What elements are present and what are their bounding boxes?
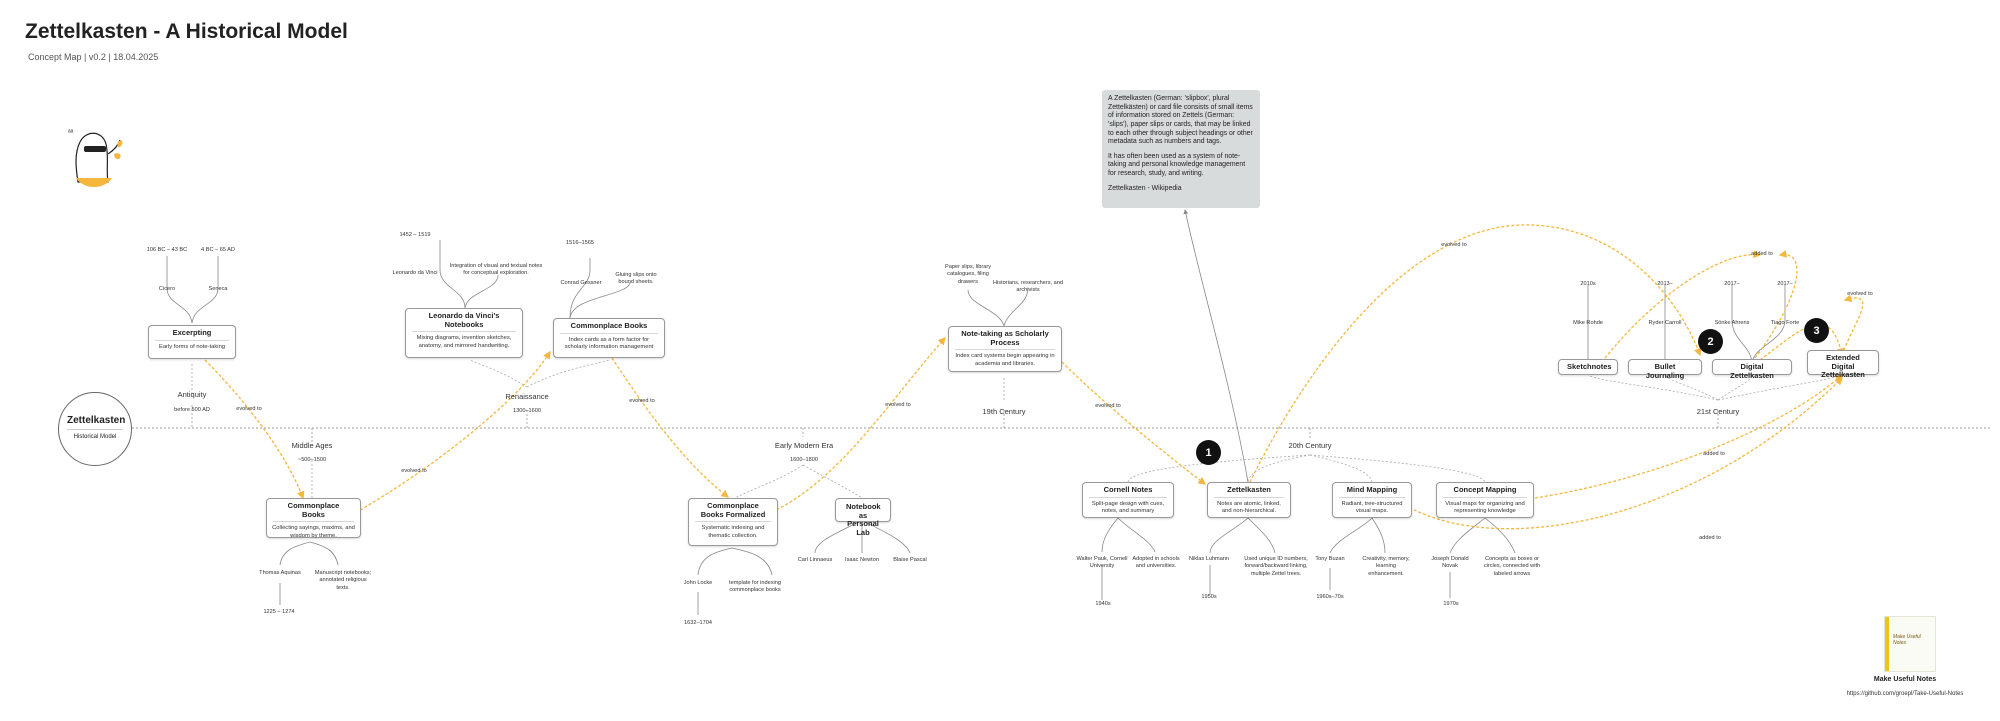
node-mindmap-desc: Radiant, tree-structured visual maps. bbox=[1341, 500, 1403, 515]
node-commonplace-renaissance[interactable] bbox=[553, 318, 665, 358]
link-label-evolved-3: evolved to bbox=[629, 398, 655, 404]
node-davinci[interactable] bbox=[405, 308, 523, 358]
book-cover-image[interactable] bbox=[1884, 616, 1936, 672]
label-pascal: Blaise Pascal bbox=[893, 557, 927, 563]
label-buzan: Tony Buzan bbox=[1315, 556, 1345, 562]
label-forte: Tiago Forte bbox=[1770, 320, 1800, 326]
node-commonplace-renaissance-title: Commonplace Books bbox=[560, 319, 658, 334]
badge-1: 1 bbox=[1196, 440, 1221, 465]
label-adopted: Adopted in schools and universities. bbox=[1132, 556, 1180, 570]
book-url-link[interactable]: https://github.com/groepl/Take-Useful-Notes bbox=[1846, 691, 1964, 697]
node-digital-zettelkasten[interactable] bbox=[1712, 359, 1792, 380]
label-pauk: Walter Pauk, Cornell University bbox=[1076, 556, 1128, 570]
label-locke-date: 1632–1704 bbox=[684, 620, 712, 626]
node-extended-digital-zettelkasten-title: Extended Digital Zettelkasten bbox=[1821, 353, 1865, 380]
era-ticks bbox=[192, 405, 1718, 442]
label-2017a: 2017– bbox=[1724, 281, 1740, 287]
quote-source: Zettelkasten - Wikipedia bbox=[1108, 184, 1182, 192]
link-label-added-2: added to bbox=[1703, 451, 1725, 457]
node-cornell-title: Cornell Notes bbox=[1089, 483, 1167, 498]
node-bullet-journaling[interactable] bbox=[1628, 359, 1702, 380]
badge-2: 2 bbox=[1698, 329, 1723, 354]
node-notetaking-desc: Index card systems begin appearing in academia and libraries. bbox=[955, 353, 1055, 367]
node-digital-zettelkasten-title: Digital Zettelkasten bbox=[1730, 362, 1774, 380]
label-locke-template: template for indexing commonplace books bbox=[729, 580, 781, 594]
link-label-evolved-7: evolved to bbox=[1847, 291, 1873, 297]
label-novak-date: 1970s bbox=[1443, 601, 1459, 607]
label-linnaeus: Carl Linnaeus bbox=[797, 557, 833, 563]
label-luhmann: Niklas Luhmann bbox=[1188, 556, 1230, 562]
label-luhmann-date: 1950s bbox=[1201, 594, 1217, 600]
node-notetaking-title: Note-taking as Scholarly Process bbox=[955, 327, 1055, 350]
node-conceptmap-title: Concept Mapping bbox=[1443, 483, 1527, 498]
quote-paragraph-2: It has often been used as a system of note-taking and personal knowledge management for research, study, and writing. bbox=[1108, 152, 1246, 177]
era-middle-ages: Middle Ages bbox=[291, 441, 333, 450]
node-zettelkasten[interactable] bbox=[1207, 482, 1291, 518]
label-2017b: 2017– bbox=[1777, 281, 1793, 287]
link-label-evolved-4: evolved to bbox=[885, 402, 911, 408]
node-sketchnotes-title: Sketchnotes bbox=[1567, 362, 1612, 371]
node-notebook-lab-title: Notebook as Personal Lab bbox=[846, 502, 881, 537]
node-commonplace-middle-ages[interactable] bbox=[266, 498, 361, 538]
era-renaissance: Renaissance bbox=[505, 392, 549, 401]
label-historians: Historians, researchers, and archivists bbox=[993, 280, 1063, 294]
label-novak: Joseph Donald Novak bbox=[1431, 556, 1469, 570]
node-zettelkasten-title: Zettelkasten bbox=[1214, 483, 1284, 498]
label-newton: Isaac Newton bbox=[845, 557, 879, 563]
node-davinci-title: Leonardo da Vinci's Notebooks bbox=[412, 309, 516, 332]
ghost-mascot-icon bbox=[64, 124, 126, 188]
root-title: Zettelkasten bbox=[67, 415, 123, 430]
node-excerpting[interactable] bbox=[148, 325, 236, 359]
node-conceptmap[interactable] bbox=[1436, 482, 1534, 518]
root-node[interactable] bbox=[58, 392, 132, 466]
node-extended-digital-zettelkasten[interactable] bbox=[1807, 350, 1879, 380]
label-creativity: Creativity, memory, learning enhancement. bbox=[1362, 556, 1410, 577]
era-19th-century: 19th Century bbox=[982, 407, 1026, 416]
label-rohde: Mike Rohde bbox=[1573, 320, 1603, 326]
label-paper-slips: Paper slips, library catalogues, filing drawers bbox=[944, 264, 991, 285]
era-early-modern-date: 1600–1800 bbox=[790, 457, 818, 463]
label-buzan-date: 1960s–70s bbox=[1316, 594, 1344, 600]
label-gessner-date: 1516–1565 bbox=[566, 240, 594, 246]
node-commonplace-formalized-desc: Systematic indexing and thematic collection. bbox=[701, 525, 765, 539]
link-label-evolved-6: evolved to bbox=[1441, 242, 1467, 248]
page-subtitle: Concept Map | v0.2 | 18.04.2025 bbox=[28, 52, 159, 62]
era-antiquity-date: before 500 AD bbox=[174, 407, 210, 413]
era-21st-century: 21st Century bbox=[1696, 407, 1740, 416]
label-cicero-date: 106 BC – 43 BC bbox=[146, 247, 188, 253]
label-cornell-date: 1940s bbox=[1095, 601, 1111, 607]
link-label-evolved-5: evolved to bbox=[1095, 403, 1121, 409]
label-davinci-date: 1452 – 1519 bbox=[399, 232, 431, 238]
node-notetaking[interactable] bbox=[948, 326, 1062, 372]
node-davinci-desc: Mixing diagrams, invention sketches, anatomy, and mirrored handwriting. bbox=[416, 335, 512, 349]
node-conceptmap-desc: Visual maps for organizing and representing knowledge bbox=[1445, 500, 1525, 515]
svg-text:ᵃᵃ: ᵃᵃ bbox=[68, 129, 74, 136]
label-2013: 2013– bbox=[1657, 281, 1673, 287]
book-cover-title: Make Useful Notes bbox=[1893, 634, 1921, 646]
badge-3: 3 bbox=[1804, 318, 1829, 343]
label-cicero: Cicero bbox=[158, 286, 176, 292]
node-cornell-desc: Split-page design with cues, notes, and summary bbox=[1091, 500, 1165, 515]
node-commonplace-middle-ages-title: Commonplace Books bbox=[273, 499, 354, 522]
label-2010s: 2010s bbox=[1580, 281, 1596, 287]
era-20th-century: 20th Century bbox=[1288, 441, 1332, 450]
label-locke: John Locke bbox=[683, 580, 713, 586]
wikipedia-quote-box bbox=[1102, 90, 1260, 208]
page-title: Zettelkasten - A Historical Model bbox=[25, 20, 348, 43]
node-commonplace-formalized-title: Commonplace Books Formalized bbox=[695, 499, 771, 522]
node-mindmap[interactable] bbox=[1332, 482, 1412, 518]
book-title: Make Useful Notes bbox=[1873, 676, 1937, 683]
label-gessner: Conrad Gessner bbox=[560, 280, 602, 286]
label-manuscript: Manuscript notebooks; annotated religious texts. bbox=[314, 570, 372, 591]
link-label-evolved-1: evolved to bbox=[236, 406, 262, 412]
label-unique-id: Used unique ID numbers, forward/backward linking, multiple Zettel trees. bbox=[1244, 556, 1308, 577]
label-gluing: Gluing slips onto bound sheets. bbox=[615, 272, 657, 286]
node-excerpting-desc: Early forms of note-taking bbox=[158, 343, 226, 350]
node-commonplace-renaissance-desc: Index cards as a form factor for scholarly information management bbox=[564, 336, 654, 351]
book-spine bbox=[1885, 617, 1889, 671]
node-sketchnotes[interactable] bbox=[1558, 359, 1618, 375]
link-label-added-1: added to bbox=[1751, 251, 1773, 257]
node-zettelkasten-desc: Notes are atomic, linked, and non-hierarchical. bbox=[1217, 500, 1281, 515]
label-davinci-integration: Integration of visual and textual notes for conceptual exploration. bbox=[449, 263, 543, 277]
node-excerpting-title: Excerpting bbox=[155, 326, 229, 341]
era-renaissance-date: 1300–1600 bbox=[513, 408, 541, 414]
node-notebook-lab[interactable] bbox=[835, 498, 891, 537]
label-seneca: Seneca bbox=[208, 286, 228, 292]
label-ahrens: Sönke Ahrens bbox=[1714, 320, 1750, 326]
era-antiquity: Antiquity bbox=[177, 390, 207, 399]
label-davinci-name: Leonardo da Vinci bbox=[392, 270, 438, 276]
label-carroll: Ryder Carroll bbox=[1648, 320, 1682, 326]
link-label-added-3: added to bbox=[1699, 535, 1721, 541]
node-commonplace-formalized[interactable] bbox=[688, 498, 778, 546]
link-label-evolved-2: evolved to bbox=[401, 468, 427, 474]
label-aquinas-date: 1225 – 1274 bbox=[263, 609, 295, 615]
era-early-modern: Early Modern Era bbox=[774, 441, 834, 450]
label-concepts: Concepts as boxes or circles, connected with labeled arrows bbox=[1483, 556, 1541, 577]
node-bullet-journaling-title: Bullet Journaling bbox=[1645, 362, 1685, 380]
node-mindmap-title: Mind Mapping bbox=[1339, 483, 1405, 498]
label-seneca-date: 4 BC – 65 AD bbox=[201, 247, 235, 253]
root-subtitle: Historical Model bbox=[73, 434, 117, 440]
label-aquinas: Thomas Aquinas bbox=[259, 570, 301, 576]
node-commonplace-middle-ages-desc: Collecting sayings, maxims, and wisdom by theme. bbox=[272, 525, 355, 539]
quote-paragraph-1: A Zettelkasten (German: 'slipbox', plural Zettelkästen) or card file consists of small items of information stored on Zettels (German: 'slips'), paper slips or cards, that may be linked to each other through subject headings or other metadata such as numbers and tags. bbox=[1108, 95, 1253, 146]
era-middle-ages-date: ~500–1500 bbox=[297, 457, 327, 463]
node-cornell[interactable] bbox=[1082, 482, 1174, 518]
